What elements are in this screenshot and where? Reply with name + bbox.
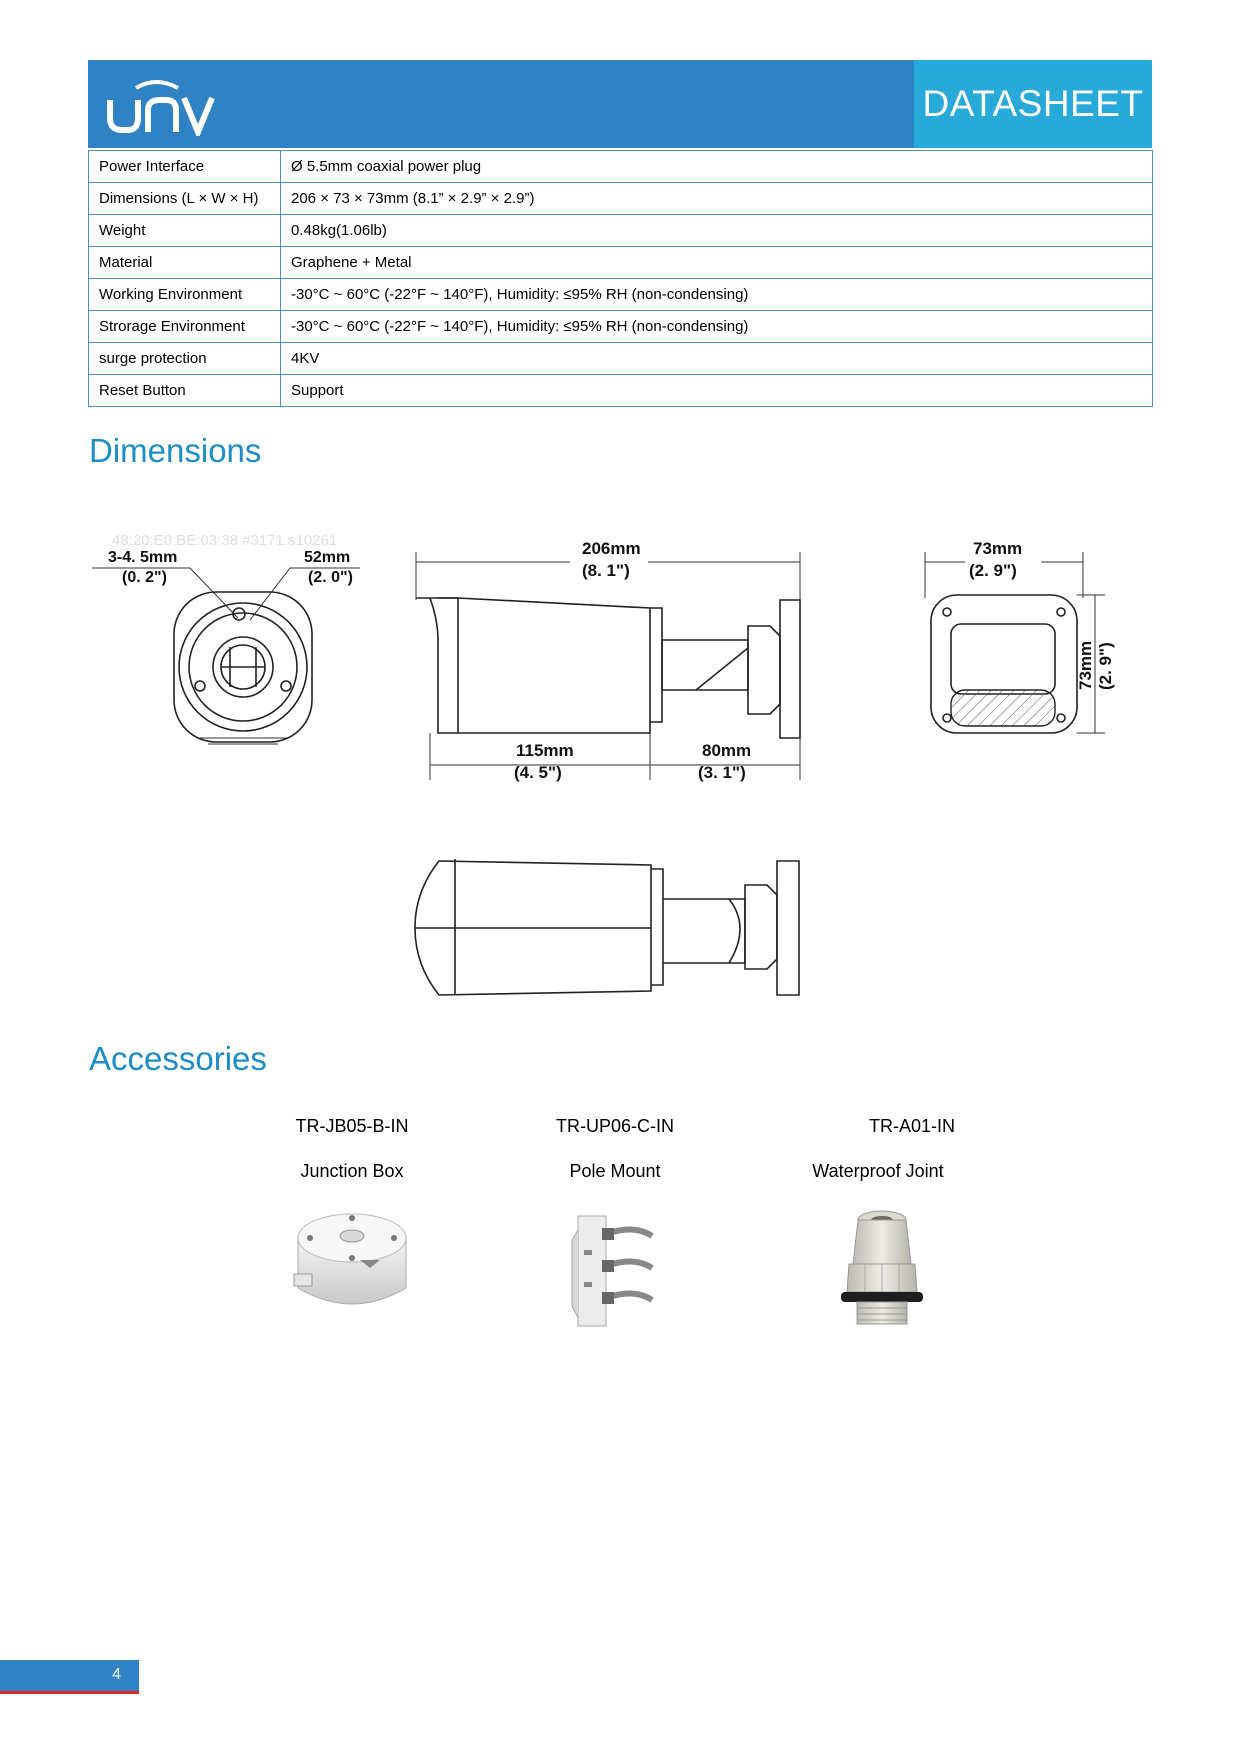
base-in-label: (2. 0") <box>308 569 353 586</box>
accessory-model: TR-JB05-B-IN <box>295 1116 409 1136</box>
bracket-in-label: (3. 1") <box>698 763 746 782</box>
base-mm-label: 52mm <box>304 549 351 566</box>
length-in-label: (8. 1") <box>582 561 630 580</box>
unv-logo <box>106 74 216 136</box>
table-row <box>89 343 1153 375</box>
accessory-model: TR-UP06-C-IN <box>555 1116 674 1136</box>
spec-value: 4KV <box>281 343 1153 375</box>
height-in-label: (2. 9") <box>1096 642 1115 690</box>
table-row <box>89 151 1153 183</box>
dimensions-title: Dimensions <box>89 432 262 469</box>
table-row <box>89 375 1153 407</box>
body-mm-label: 115mm <box>516 741 574 760</box>
spec-value: 0.48kg(1.06lb) <box>281 215 1153 247</box>
table-row <box>89 183 1153 215</box>
spec-label: Reset Button <box>89 375 281 407</box>
hole-in-label: (0. 2") <box>122 569 167 586</box>
spec-table <box>88 150 1153 407</box>
page-footer <box>0 1660 139 1694</box>
hole-mm-label: 3-4. 5mm <box>108 549 178 566</box>
side-view-drawing <box>410 540 810 785</box>
datasheet-header <box>88 60 1152 148</box>
accessory-model: TR-A01-IN <box>868 1116 955 1136</box>
waterproof-joint-image <box>837 1208 927 1328</box>
top-view-drawing <box>415 855 815 995</box>
accessory-name: Waterproof Joint <box>812 1161 944 1181</box>
bracket-mm-label: 80mm <box>702 741 752 760</box>
accessory-name: Pole Mount <box>569 1161 661 1181</box>
spec-value: Graphene + Metal <box>281 247 1153 279</box>
spec-label: Strorage Environment <box>89 311 281 343</box>
height-mm-label: 73mm <box>1076 640 1095 690</box>
body-in-label: (4. 5") <box>514 763 562 782</box>
spec-value: -30°C ~ 60°C (-22°F ~ 140°F), Humidity: ≤95% RH (non-condensing) <box>281 311 1153 343</box>
table-row <box>89 215 1153 247</box>
spec-value: Support <box>281 375 1153 407</box>
page-number: 4 <box>112 1666 121 1683</box>
spec-label: Working Environment <box>89 279 281 311</box>
table-row <box>89 311 1153 343</box>
spec-label: Material <box>89 247 281 279</box>
width-mm-label: 73mm <box>973 539 1023 558</box>
spec-label: Power Interface <box>89 151 281 183</box>
spec-label: Dimensions (L × W × H) <box>89 183 281 215</box>
front-view-drawing <box>915 540 1115 740</box>
junction-box-image <box>292 1210 412 1320</box>
spec-label: Weight <box>89 215 281 247</box>
accessories-title: Accessories <box>89 1040 267 1077</box>
spec-value: -30°C ~ 60°C (-22°F ~ 140°F), Humidity: ≤95% RH (non-condensing) <box>281 279 1153 311</box>
spec-value: 206 × 73 × 73mm (8.1” × 2.9” × 2.9”) <box>281 183 1153 215</box>
spec-label: surge protection <box>89 343 281 375</box>
rear-view-drawing <box>90 530 370 750</box>
drawing-watermark: 48:20:E0:BE:03:38 #3171.s10261 <box>112 532 338 549</box>
datasheet-tag: DATASHEET <box>914 60 1152 148</box>
length-mm-label: 206mm <box>582 539 641 558</box>
width-in-label: (2. 9") <box>969 561 1017 580</box>
accessory-name: Junction Box <box>300 1161 404 1181</box>
spec-value: Ø 5.5mm coaxial power plug <box>281 151 1153 183</box>
table-row <box>89 247 1153 279</box>
table-row <box>89 279 1153 311</box>
pole-mount-image <box>570 1210 660 1330</box>
